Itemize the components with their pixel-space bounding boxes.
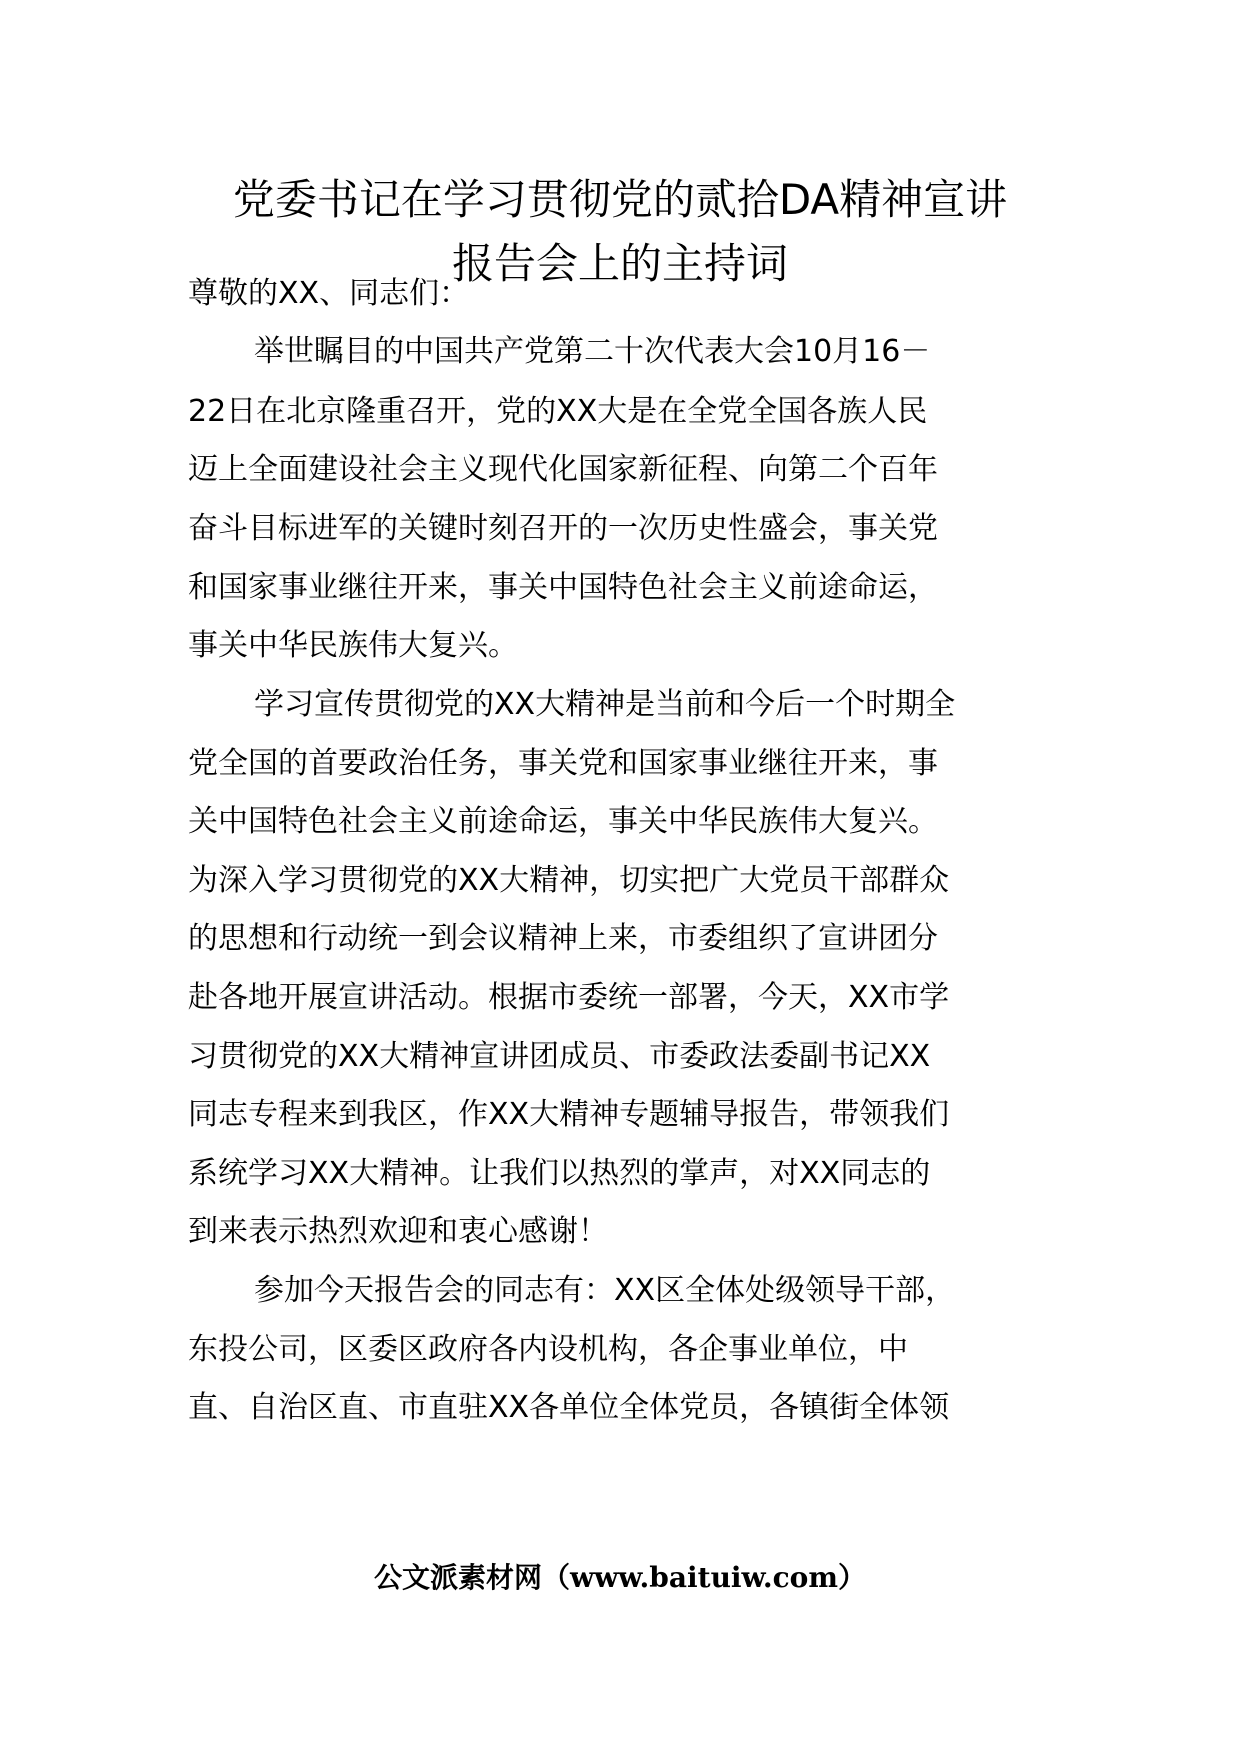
- paragraph-1-line-3: 迈上全面建设社会主义现代化国家新征程、向第二个百年: [188, 452, 938, 487]
- paragraph-2-line-4: 为深入学习贯彻党的XX大精神，切实把广大党员干部群众: [188, 863, 950, 898]
- paragraph-2-line-9: 系统学习XX大精神。让我们以热烈的掌声，对XX同志的: [188, 1156, 931, 1191]
- paragraph-1-line-4: 奋斗目标进军的关键时刻召开的一次历史性盛会，事关党: [188, 511, 938, 546]
- footer-source: 公文派素材网（www.baituiw.com）: [374, 1561, 866, 1594]
- salutation: 尊敬的XX、同志们：: [188, 276, 470, 311]
- paragraph-1-line-1: 举世瞩目的中国共产党第二十次代表大会10月16－: [254, 334, 931, 369]
- paragraph-2-line-3: 关中国特色社会主义前途命运，事关中华民族伟大复兴。: [188, 804, 938, 839]
- paragraph-2-line-8: 同志专程来到我区，作XX大精神专题辅导报告，带领我们: [188, 1097, 950, 1132]
- paragraph-1-line-2: 22日在北京隆重召开，党的XX大是在全党全国各族人民: [188, 394, 928, 429]
- paragraph-3-line-1: 参加今天报告会的同志有：XX区全体处级领导干部，: [254, 1273, 956, 1308]
- paragraph-2-line-2: 党全国的首要政治任务，事关党和国家事业继往开来，事: [188, 746, 938, 781]
- paragraph-2-line-10: 到来表示热烈欢迎和衷心感谢！: [188, 1214, 608, 1249]
- document-title-line-2: 报告会上的主持词: [451, 239, 788, 288]
- document-title-line-1: 党委书记在学习贯彻党的贰拾DA精神宣讲: [232, 175, 1008, 224]
- paragraph-2-line-7: 习贯彻党的XX大精神宣讲团成员、市委政法委副书记XX: [188, 1039, 931, 1074]
- paragraph-3-line-3: 直、自治区直、市直驻XX各单位全体党员，各镇街全体领: [188, 1390, 950, 1425]
- paragraph-2-line-1: 学习宣传贯彻党的XX大精神是当前和今后一个时期全: [254, 687, 956, 722]
- paragraph-2-line-5: 的思想和行动统一到会议精神上来，市委组织了宣讲团分: [188, 921, 938, 956]
- paragraph-1-line-6: 事关中华民族伟大复兴。: [188, 628, 518, 663]
- paragraph-3-line-2: 东投公司，区委区政府各内设机构，各企事业单位，中: [188, 1332, 908, 1367]
- paragraph-2-line-6: 赴各地开展宣讲活动。根据市委统一部署，今天，XX市学: [188, 980, 950, 1015]
- paragraph-1-line-5: 和国家事业继往开来，事关中国特色社会主义前途命运，: [188, 570, 938, 605]
